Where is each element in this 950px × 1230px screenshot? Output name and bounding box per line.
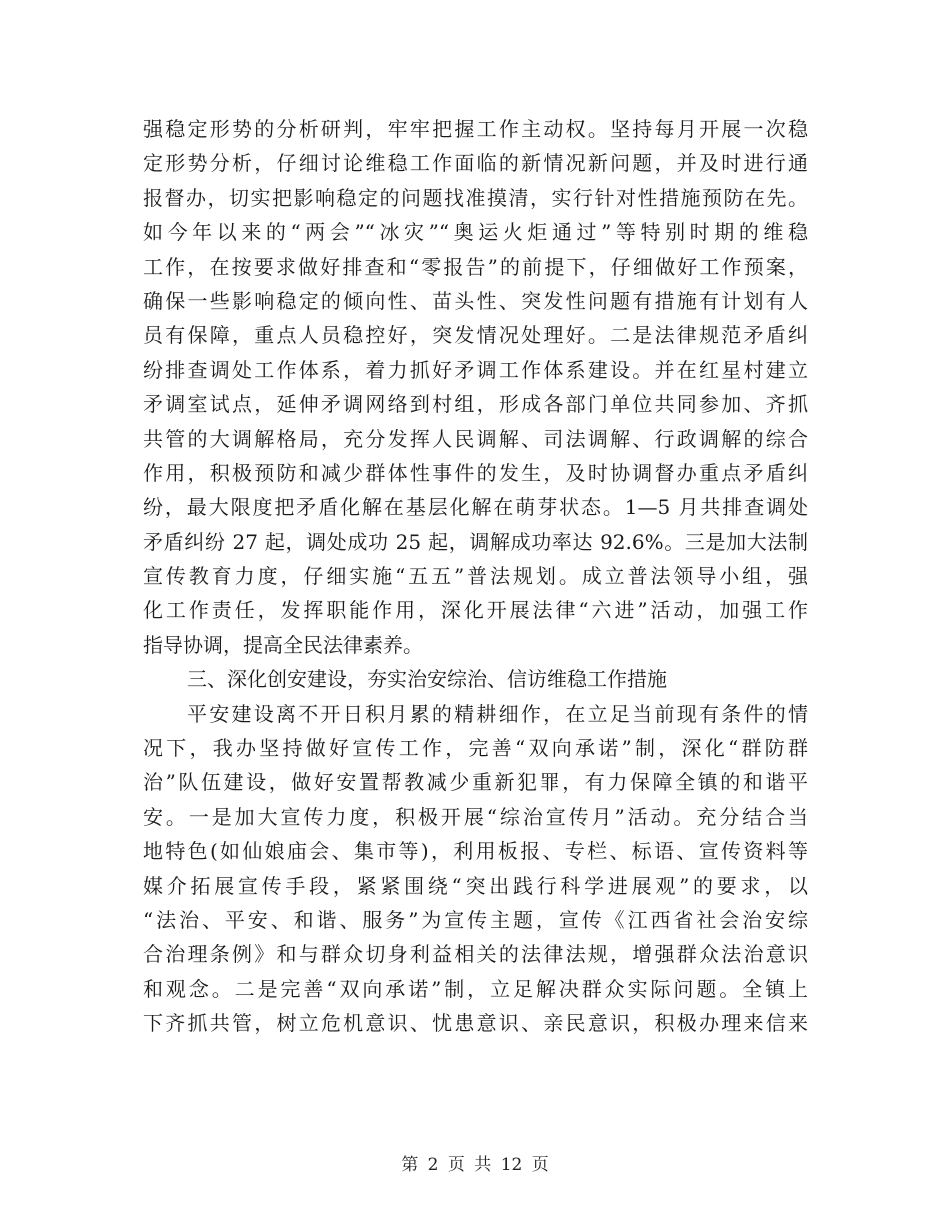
text-line: 定形势分析，仔细讨论维稳工作面临的新情况新问题，并及时进行通 — [143, 151, 808, 176]
text-line: 作用，积极预防和减少群体性事件的发生，及时协调督办重点矛盾纠 — [143, 460, 808, 485]
section-heading: 三、深化创安建设，夯实治安综治、信访维稳工作措施 — [187, 667, 667, 692]
text-line: 矛调室试点，延伸矛调网络到村组，形成各部门单位共同参加、齐抓 — [143, 392, 808, 417]
text-line: 况下，我办坚持做好宣传工作，完善“双向承诺”制，深化“群防群 — [143, 736, 808, 761]
text-line: 报督办，切实把影响稳定的问题找准摸清，实行针对性措施预防在先。 — [143, 185, 808, 210]
text-line: 指导协调，提高全民法律素养。 — [143, 632, 423, 657]
text-line: 化工作责任，发挥职能作用，深化开展法律“六进”活动，加强工作 — [143, 598, 808, 623]
text-line: 媒介拓展宣传手段，紧紧围绕“突出践行科学进展观”的要求，以 — [143, 873, 808, 898]
text-line: 平安建设离不开日积月累的精耕细作，在立足当前现有条件的情 — [187, 701, 808, 726]
text-line: 矛盾纠纷 27 起，调处成功 25 起，调解成功率达 92.6%。三是加大法制 — [143, 529, 808, 554]
text-line: 共管的大调解格局，充分发挥人民调解、司法调解、行政调解的综合 — [143, 426, 808, 451]
text-line: 地特色(如仙娘庙会、集市等)，利用板报、专栏、标语、宣传资料等 — [143, 839, 808, 864]
text-line: 宣传教育力度，仔细实施“五五”普法规划。成立普法领导小组，强 — [143, 564, 808, 589]
text-line: “法治、平安、和谐、服务”为宣传主题，宣传《江西省社会治安综 — [143, 907, 808, 932]
body-text — [143, 112, 808, 1041]
text-line: 确保一些影响稳定的倾向性、苗头性、突发性问题有措施有计划有人 — [143, 288, 808, 313]
page-number-footer: 第 2 页 共 12 页 — [401, 1155, 549, 1175]
text-line: 下齐抓共管，树立危机意识、忧患意识、亲民意识，积极办理来信来 — [143, 1011, 808, 1036]
text-line: 强稳定形势的分析研判，牢牢把握工作主动权。坚持每月开展一次稳 — [143, 117, 808, 141]
text-line: 员有保障，重点人员稳控好，突发情况处理好。二是法律规范矛盾纠 — [143, 323, 808, 348]
text-line: 合治理条例》和与群众切身利益相关的法律法规，增强群众法治意识 — [143, 942, 808, 967]
text-line: 和观念。二是完善“双向承诺”制，立足解决群众实际问题。全镇上 — [143, 976, 808, 1001]
text-line: 如今年以来的“两会”“冰灾”“奥运火炬通过”等特别时期的维稳 — [143, 220, 808, 245]
text-line: 安。一是加大宣传力度，积极开展“综治宣传月”活动。充分结合当 — [143, 804, 808, 829]
text-line: 工作，在按要求做好排查和“零报告”的前提下，仔细做好工作预案， — [143, 254, 808, 279]
text-line: 纷排查调处工作体系，着力抓好矛调工作体系建设。并在红星村建立 — [143, 357, 808, 382]
text-line: 纷，最大限度把矛盾化解在基层化解在萌芽状态。1—5 月共排查调处 — [143, 495, 808, 520]
text-line: 治”队伍建设，做好安置帮教减少重新犯罪，有力保障全镇的和谐平 — [143, 770, 808, 795]
